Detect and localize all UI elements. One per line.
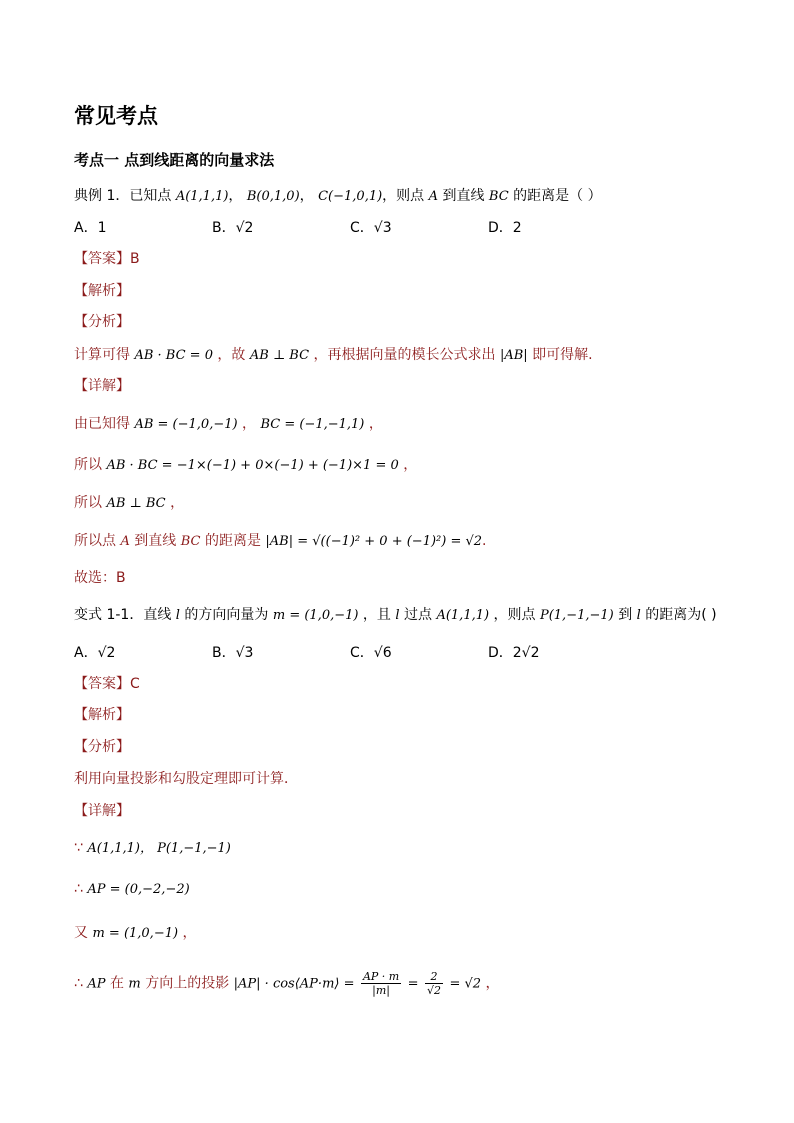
text: 所以点 — [74, 533, 116, 549]
text: 又 — [74, 925, 88, 941]
projection-fraction — [361, 970, 401, 997]
text: ， — [368, 416, 383, 432]
vector-ap: AP — [87, 976, 106, 992]
perpendicular: AB ⊥ BC — [106, 496, 166, 511]
option-c[interactable]: C．√6 — [350, 645, 392, 661]
stem-text: ，则点 — [382, 188, 425, 204]
analysis-tag: 【解析】 — [74, 283, 130, 299]
option-b[interactable]: B．√2 — [212, 220, 254, 236]
answer-line — [74, 250, 140, 268]
magnitude: |AB| — [499, 348, 528, 363]
var-a: A — [428, 189, 439, 204]
choose-line: 故选：B — [74, 570, 126, 586]
because-symbol: ∵ — [74, 840, 83, 856]
text: ， — [485, 975, 500, 992]
direction-vector: m = (1,0,−1) — [272, 608, 359, 623]
text: . — [482, 533, 487, 549]
vector-ap: AP = (0,−2,−2) — [87, 882, 190, 897]
stem-text: 到直线 — [442, 188, 485, 204]
denominator: |m| — [372, 984, 390, 997]
answer-value: C — [130, 676, 140, 692]
points: A(1,1,1)， P(1,−1,−1) — [87, 841, 231, 856]
text: ，且 — [362, 607, 391, 623]
step-3 — [74, 924, 197, 943]
vector-bc: BC = (−1,−1,1) — [260, 417, 365, 432]
step-2 — [74, 880, 190, 899]
punct: ， — [228, 188, 243, 204]
numerator: AP · m — [362, 970, 400, 983]
numerator: 2 — [425, 970, 443, 984]
text: 所以 — [74, 457, 102, 473]
text: ，再根据向量的模长公式求出 — [313, 347, 496, 363]
therefore-symbol: ∴ — [74, 975, 83, 992]
answer-value: B — [130, 251, 140, 267]
equals: = — [407, 976, 419, 992]
answer-line — [74, 675, 140, 693]
text: ，则点 — [493, 607, 536, 623]
result: = √2 — [449, 976, 482, 992]
vector-m: m = (1,0,−1) — [92, 926, 179, 941]
text: 方向上的投影 — [145, 975, 230, 992]
option-b[interactable]: B．√3 — [212, 645, 254, 661]
projection-expr: |AP| · cos⟨AP·m⟩ = — [233, 976, 355, 992]
var-a: A — [120, 534, 130, 549]
var-l: l — [636, 608, 641, 623]
page-heading: 常见考点 — [74, 104, 158, 128]
fenxi-text: 利用向量投影和勾股定理即可计算． — [74, 771, 298, 787]
step-1 — [74, 839, 231, 858]
option-d[interactable]: D．2√2 — [488, 645, 540, 661]
line-bc: BC — [180, 534, 201, 549]
step-4 — [74, 970, 500, 997]
point-p: P(1,−1,−1) — [539, 608, 614, 623]
section-title: 考点一 点到线距离的向量求法 — [74, 151, 275, 169]
point-a: A(1,1,1) — [175, 189, 229, 204]
text: 变式 1-1．直线 — [74, 607, 172, 623]
point-b: B(0,1,0) — [246, 189, 300, 204]
line-bc: BC — [488, 189, 509, 204]
answer-tag: 【答案】 — [74, 251, 130, 267]
vector-ab: AB = (−1,0,−1) — [134, 417, 238, 432]
distance-calc: |AB| = √((−1)² + 0 + (−1)²) = √2 — [265, 534, 483, 549]
variant-options — [74, 644, 626, 662]
value-fraction — [425, 970, 443, 997]
text: 到 — [618, 607, 633, 623]
fenxi-text — [74, 346, 593, 365]
text: ， — [182, 925, 197, 941]
point-c: C(−1,0,1) — [318, 189, 383, 204]
answer-tag: 【答案】 — [74, 676, 130, 692]
text: ，故 — [217, 347, 246, 363]
detail-tag: 【详解】 — [74, 378, 130, 394]
detail-line-4 — [74, 532, 486, 551]
point-a: A(1,1,1) — [436, 608, 490, 623]
text: ， — [242, 416, 257, 432]
punct: ， — [299, 188, 314, 204]
detail-tag: 【详解】 — [74, 803, 130, 819]
dot-product: AB · BC = 0 — [134, 348, 213, 363]
fenxi-tag: 【分析】 — [74, 314, 130, 330]
perpendicular: AB ⊥ BC — [249, 348, 310, 363]
analysis-tag: 【解析】 — [74, 707, 130, 723]
fenxi-tag: 【分析】 — [74, 739, 130, 755]
variant-stem — [74, 606, 717, 625]
text: 的方向向量为 — [184, 607, 269, 623]
vector-m: m — [128, 976, 141, 992]
text: ， — [170, 495, 185, 511]
text: 由已知得 — [74, 416, 130, 432]
text: 的距离为( ) — [645, 607, 717, 623]
detail-line-2 — [74, 456, 417, 475]
text: 即可得解. — [532, 347, 593, 363]
denominator: √2 — [427, 984, 442, 997]
var-l: l — [395, 608, 400, 623]
option-c[interactable]: C．√3 — [350, 220, 392, 236]
text: 的距离是 — [204, 533, 261, 549]
text: 在 — [109, 975, 124, 992]
text: ， — [403, 457, 418, 473]
text: 过点 — [404, 607, 432, 623]
therefore-symbol: ∴ — [74, 881, 83, 897]
detail-line-3 — [74, 494, 184, 513]
example1-options — [74, 219, 626, 237]
stem-text: 典例 1．已知点 — [74, 188, 172, 204]
option-a[interactable]: A．1 — [74, 220, 107, 236]
dot-product-calc: AB · BC = −1×(−1) + 0×(−1) + (−1)×1 = 0 — [106, 458, 399, 473]
text: 到直线 — [134, 533, 177, 549]
text: 计算可得 — [74, 347, 130, 363]
detail-line-1 — [74, 415, 383, 434]
text: 所以 — [74, 495, 102, 511]
example1-stem — [74, 187, 602, 206]
stem-text: 的距离是（ ） — [513, 188, 602, 204]
var-l: l — [175, 608, 180, 623]
option-d[interactable]: D．2 — [488, 220, 522, 236]
option-a[interactable]: A．√2 — [74, 645, 116, 661]
